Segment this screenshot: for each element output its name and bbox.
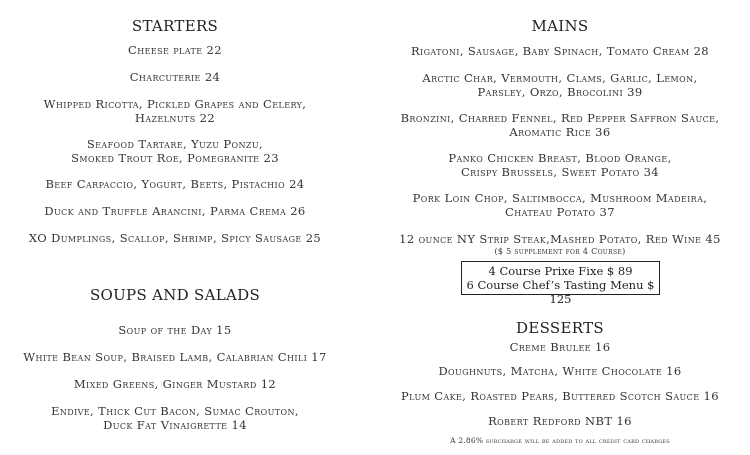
starter-item: XO Dumplings, Scallop, Shrimp, Spicy Sausage 25	[28, 231, 322, 245]
main-item: Rigatoni, Sausage, Baby Spinach, Tomato Cream 28	[410, 44, 710, 58]
steak-supplement-note: ($ 5 supplement for 4 Course)	[494, 247, 626, 256]
soups-heading: SOUPS AND SALADS	[89, 286, 261, 304]
surcharge-footer: A 2.86% surcharge will be added to all credit card charges	[450, 436, 670, 445]
chef-tasting-line: 6 Course Chef’s Tasting Menu $ 125	[466, 278, 655, 306]
dessert-item: Plum Cake, Roasted Pears, Buttered Scotch Sauce 16	[401, 389, 719, 403]
dessert-item: Robert Redford NBT 16	[488, 414, 632, 428]
soup-item: Mixed Greens, Ginger Mustard 12	[73, 377, 277, 391]
starter-item: Seafood Tartare, Yuzu Ponzu, Smoked Trout Roe, Pomegranite 23	[71, 137, 279, 165]
desserts-heading: DESSERTS	[516, 319, 604, 337]
soup-item: Endive, Thick Cut Bacon, Sumac Crouton, Duck Fat Vinaigrette 14	[51, 404, 299, 432]
main-item: Panko Chicken Breast, Blood Orange, Crispy Brussels, Sweet Potato 34	[448, 151, 672, 179]
starter-item: Whipped Ricotta, Pickled Grapes and Celery, Hazelnuts 22	[43, 97, 307, 125]
mains-heading: MAINS	[531, 17, 589, 35]
starter-item: Charcuterie 24	[129, 70, 221, 84]
soup-item: Soup of the Day 15	[118, 323, 232, 337]
main-item: Arctic Char, Vermouth, Clams, Garlic, Lemon, Parsley, Orzo, Brocolini 39	[422, 71, 698, 99]
main-item: Pork Loin Chop, Saltimbocca, Mushroom Madeira, Chateau Potato 37	[412, 191, 708, 219]
prix-fixe-line: 4 Course Prixe Fixe $ 89	[488, 264, 633, 278]
main-item: Bronzini, Charred Fennel, Red Pepper Saffron Sauce, Aromatic Rice 36	[400, 111, 720, 139]
starter-item: Beef Carpaccio, Yogurt, Beets, Pistachio 24	[45, 177, 305, 191]
tasting-menu-box	[461, 261, 660, 306]
starter-item: Duck and Truffle Arancini, Parma Crema 26	[44, 204, 306, 218]
starters-heading: STARTERS	[131, 17, 219, 35]
soup-item: White Bean Soup, Braised Lamb, Calabrian Chili 17	[23, 350, 327, 364]
starter-item: Cheese plate 22	[128, 43, 222, 57]
main-item: 12 ounce NY Strip Steak,Mashed Potato, Red Wine 45	[399, 232, 721, 246]
dessert-item: Creme Brulee 16	[509, 340, 611, 354]
dessert-item: Doughnuts, Matcha, White Chocolate 16	[438, 364, 682, 378]
